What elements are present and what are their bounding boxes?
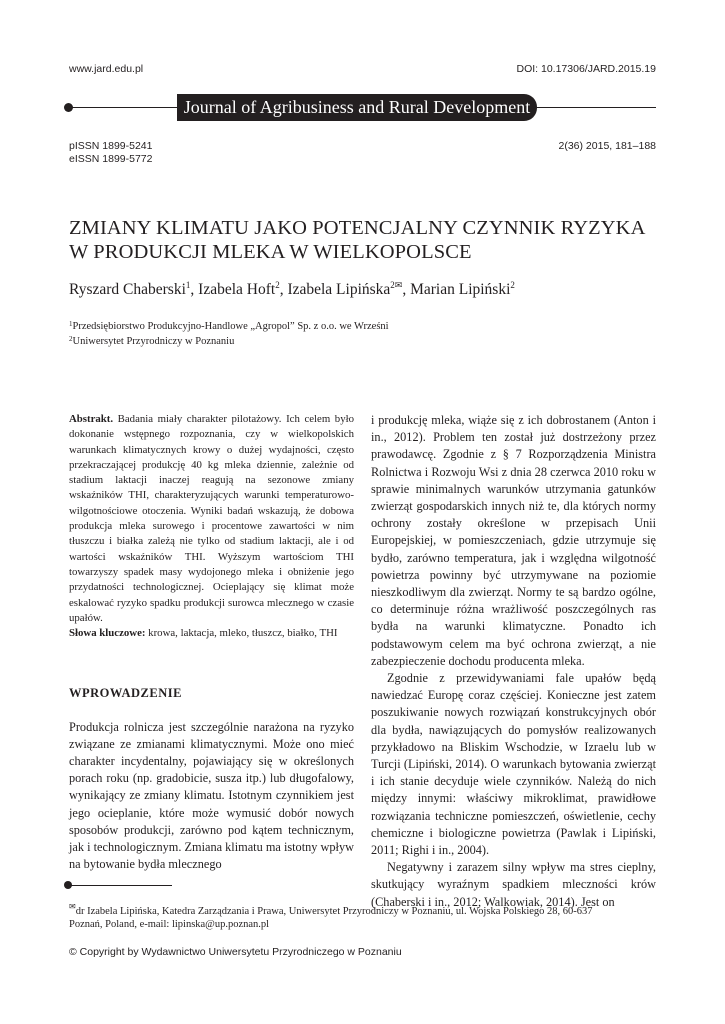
footnote-line-2: Poznań, Poland, e-mail: lipinska@up.poznan.pl [69,919,270,930]
keywords [69,626,354,641]
journal-name-banner: Journal of Agribusiness and Rural Development [177,94,537,121]
keywords-label: Słowa kluczowe: [69,627,146,640]
affiliation-item: $^2$Uniwersytet Przyrodniczy w Poznaniu [69,335,235,347]
author-name: Ryszard Chaberski [69,281,186,298]
copyright-notice: © Copyright by Wydawnictwo Uniwersytetu Przyrodniczego w Poznaniu [69,946,402,958]
author-name: Izabela Hoft [198,281,276,298]
affiliation-item: $^1$Przedsiębiorstwo Produkcyjno-Handlowe „Agropol” Sp. z o.o. we Wrześni [69,320,389,332]
issue-pages: 2(36) 2015, 181–188 [558,140,656,152]
header-rule-dot [64,103,73,112]
abstract [69,412,354,626]
site-url[interactable]: www.jard.edu.pl [69,63,144,75]
author-affil-sup: 1 [185,280,191,290]
issn-block [69,140,152,166]
author-name: Marian Lipiński [410,281,511,298]
corresponding-author-footnote [69,900,659,931]
footnote-rule [69,885,172,886]
author-list: Ryszard Chaberski$^1$, Izabela Hoft$^2$, Izabela Lipińska$^{2✉}$, Marian Lipiński$^2$ [69,280,515,298]
text-column-right [371,412,656,911]
paragraph: i produkcję mleka, wiąże się z ich dobrostanem (Anton i in., 2012). Problem ten został już dostrzeżony przez prawodawcę. Zgodnie z § 7 Rozporządzenia Ministra Rolnictwa i Rozwoju Wsi z dnia 28 czerwca 2010 roku w sprawie minimalnych warunków utrzymania gatunków zwierząt gospodarskich innych niż te, dla których normy ochrony zostały określone w przepisach Unii Europejskiej, w pomieszczeniach, gdzie utrzymuje się bydło, zarówno temperatura, jak i względna wilgotność powietrza powinny być utrzymywane na poziomie nieszkodliwym dla zwierząt. Normy te są bardzo ogólne, co determinuje różna wrażliwość poszczególnych ras bydła na warunki klimatyczne. Ponadto ich podstawowym celem ma być ochrona zwierząt, a nie zabezpieczenie dochodu producenta mleka. [371,413,656,668]
envelope-icon: ✉ [69,902,76,911]
author-affil-sup: 2✉ [390,280,403,290]
affiliations [69,318,389,348]
footnote-rule-dot [64,881,72,889]
keywords-text: krowa, laktacja, mleko, tłuszcz, białko, THI [145,627,338,640]
author-affil-sup: 2 [510,280,515,290]
pissn: pISSN 1899-5241 [69,140,153,152]
paragraph: Negatywny i zarazem silny wpływ ma stres cieplny, skutkujący wyraźnym spadkiem mleczności krów (Chaberski i in., 2012; Walkowiak, 2014). Jest on [371,860,656,909]
abstract-text: Badania miały charakter pilotażowy. Ich celem było dokonanie wstępnego rozpoznania, czy w wielkopolskich warunkach klimatycznych krowy o dużej wydajności, często przekraczającej produkcję 40 kg mleka dziennie, zależnie od stadium laktacji inaczej reagują na sezonowe zmiany wskaźników THI, charakteryzujących warunki temperaturowo-wilgotnościowe otoczenia. Wyniki badań wskazują, że dobowa produkcja mleka surowego i procentowe zawartości w nim tłuszczu i białka zależą nie tylko od stadium laktacji, ale i od wartości wskaźników THI. Wyższym wartościom THI towarzyszy spadek masy wydojonego mleka i obniżenie jego przydatności technologicznej. Ocieplający się klimat może eskalować ryzyko spadku produkcji surowca mlecznego w czasie upałów. [69,413,354,624]
doi-label[interactable]: DOI: 10.17306/JARD.2015.19 [516,63,656,75]
paragraph: Zgodnie z przewidywaniami fale upałów będą nawiedzać Europę coraz częściej. Konieczne jest zatem poszukiwanie nowych rozwiązań konstrukcyjnych obór dla bydła, nawiązujących do pomysłów realizowanych przykładowo na Bliskim Wschodzie, w Izraelu lub w Turcji (Lipiński, 2014). O warunkach bytowania zwierząt i ich stanie decyduje wiele czynników. Należą do nich między innymi: właściwy mikroklimat, prawidłowe rozwiązania techniczne pomieszczeń, oświetlenie, cechy chemiczne i biologiczne powietrza (Pawlak i Lipiński, 2011; Righi i in., 2004). [371,671,656,858]
author-name: Izabela Lipińska [287,281,391,298]
article-title [69,216,669,264]
abstract-label: Abstrakt. [69,413,114,425]
text-column-left [69,412,354,873]
eissn: eISSN 1899-5772 [69,153,153,165]
paragraph: Produkcja rolnicza jest szczególnie narażona na ryzyko związane ze zmianami klimatycznymi. Może ono mieć charakter incydentalny, pojawiający się w określonych porach roku (np. gradobicie, susza itp.) lub długofalowy, wynikający ze zmiany klimatu. Istotnym czynnikiem jest jego ocieplanie, które może wymusić dobór nowych sposobów produkcji, zarówno pod kątem technicznym, jak i technologicznym. Zmiana klimatu ma istotny wpływ na bytowanie bydła mlecznego [69,719,354,872]
title-line-1: ZMIANY KLIMATU JAKO POTENCJALNY CZYNNIK RYZYKA [69,217,646,239]
title-line-2: W PRODUKCJI MLEKA W WIELKOPOLSCE [69,241,472,263]
footnote-line-1: dr Izabela Lipińska, Katedra Zarządzania i Prawa, Uniwersytet Przyrodniczy w Poznaniu, ul. Wojska Polskiego 28, 60-637 [75,906,593,917]
author-affil-sup: 2 [275,280,280,290]
section-heading: WPROWADZENIE [69,686,182,701]
